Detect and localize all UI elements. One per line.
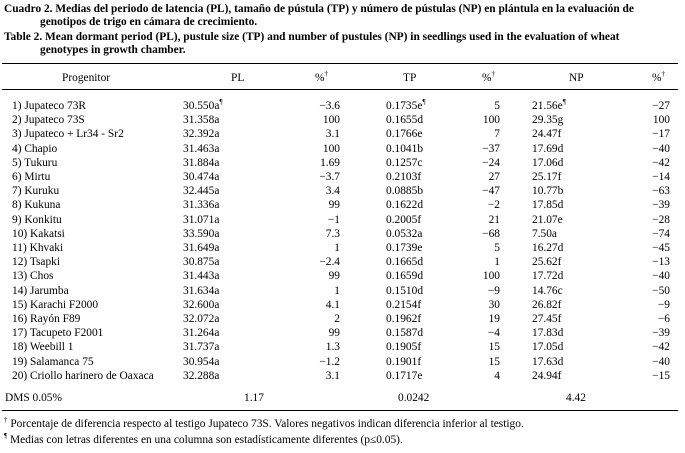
cell-pl-pct: 2 (334, 313, 340, 325)
cell-progenitor: 5) Tukuru (12, 156, 58, 169)
cell-pl-pct: −3.7 (319, 171, 340, 183)
cell-np: 17.85d (532, 199, 564, 212)
cell-progenitor: 19) Salamanca 75 (12, 355, 94, 368)
top-rule (2, 63, 678, 64)
table-row (0, 171, 685, 184)
cell-pl-pct: 99 (328, 270, 340, 283)
cell-tp: 0.1717e (386, 369, 423, 382)
table-row (0, 185, 685, 198)
cell-pl: 32.072a (183, 313, 220, 325)
header-tp-pct: %† (482, 70, 495, 84)
significance-mark: ¶ (562, 98, 566, 107)
cell-progenitor: 7) Kuruku (12, 185, 60, 198)
cell-pl-pct: 99 (328, 327, 340, 340)
cell-np-pct: −45 (652, 242, 670, 254)
pilcrow-text: Medias con letras diferentes en una columna son estadísticamente diferentes (p≤0.05). (7, 434, 403, 446)
table-row (0, 270, 685, 283)
significance-mark: ¶ (219, 98, 223, 107)
cell-pl-pct: 4.1 (325, 298, 340, 311)
cell-tp: 0.1739e (386, 242, 423, 254)
caption-en-line1: Table 2. Mean dormant period (PL), pustule size (TP) and number of pustules (NP) in seedlings used in the evaluation of wheat (4, 31, 620, 43)
cell-pl-pct: 1.69 (320, 156, 340, 169)
table-row (0, 285, 685, 298)
table-row (0, 256, 685, 269)
cell-tp-pct: 5 (494, 100, 500, 112)
cell-tp-pct: −2 (487, 199, 500, 212)
table-row (0, 128, 685, 141)
cell-tp-pct: 15 (488, 341, 500, 354)
cell-np: 10.77b (532, 185, 564, 198)
cell-np: 17.63d (532, 355, 564, 368)
cell-tp: 0.1659d (386, 270, 424, 283)
cell-pl: 31.071a (183, 213, 220, 226)
cell-tp-pct: 4 (494, 369, 500, 382)
cell-pl: 31.264a (183, 327, 220, 340)
cell-np: 26.82f (532, 298, 562, 311)
cell-pl-pct: 1 (334, 284, 340, 297)
cell-progenitor: 18) Weebill 1 (12, 341, 74, 354)
table-row (0, 114, 685, 127)
table-caption-en (4, 31, 619, 57)
cell-np-pct: −27 (652, 100, 670, 112)
cell-pl: 32.392a (183, 128, 220, 141)
cell-tp-pct: 7 (494, 128, 500, 141)
table-row (0, 341, 685, 354)
table-row (0, 299, 685, 312)
cell-np: 14.76c (532, 284, 563, 297)
cell-pl-pct: 100 (322, 114, 340, 127)
cell-np-pct: 100 (652, 114, 670, 127)
footnote-dagger (4, 418, 524, 430)
significance-mark: ¶ (422, 98, 426, 107)
cell-tp: 0.1962f (386, 313, 422, 325)
cell-tp: 0.2005f (386, 213, 422, 226)
cell-np-pct: −40 (652, 142, 670, 155)
cell-tp: 0.1735e¶ (386, 98, 426, 112)
cell-np-pct: −28 (652, 213, 670, 226)
cell-np-pct: −40 (652, 270, 670, 283)
header-progenitor: Progenitor (62, 72, 111, 84)
cell-tp: 0.2154f (386, 298, 422, 311)
cell-tp-pct: −4 (487, 327, 500, 340)
cell-tp-pct: 21 (488, 213, 500, 226)
cell-np: 17.69d (532, 142, 564, 155)
header-pl-pct: %† (315, 70, 328, 84)
cell-pl-pct: −1 (327, 213, 340, 226)
cell-pl: 32.288a (183, 369, 220, 382)
cell-pl-pct: −3.6 (319, 100, 340, 112)
cell-tp-pct: 30 (488, 298, 500, 311)
header-np: NP (569, 72, 584, 84)
cell-pl-pct: −1.2 (319, 355, 340, 368)
cell-progenitor: 8) Kukuna (12, 199, 61, 212)
cell-progenitor: 10) Kakatsi (12, 227, 65, 240)
cell-progenitor: 17) Tacupeto F2001 (12, 327, 104, 340)
cell-progenitor: 2) Jupateco 73S (12, 114, 85, 127)
header-pl: PL (231, 72, 245, 84)
cell-tp-pct: 100 (482, 114, 500, 127)
cell-tp-pct: −68 (482, 227, 500, 240)
cell-pl: 32.600a (183, 298, 220, 311)
cell-progenitor: 12) Tsapki (12, 256, 61, 269)
cell-np-pct: −13 (652, 256, 670, 269)
cell-pl-pct: −2.4 (319, 256, 340, 269)
cell-np: 7.50a (532, 227, 557, 240)
cell-pl: 31.443a (183, 270, 220, 283)
cell-pl-pct: 3.1 (325, 369, 340, 382)
cell-np: 16.27d (532, 242, 564, 254)
cell-tp-pct: 27 (488, 171, 500, 183)
header-np-pct: %† (652, 70, 665, 84)
dagger-mark: † (4, 416, 8, 425)
cell-tp-pct: −9 (487, 284, 500, 297)
cell-tp-pct: 5 (494, 242, 500, 254)
caption-es-line1: Cuadro 2. Medias del periodo de latencia (PL), tamaño de pústula (TP) y número de pústulas (NP) en plántula en la evaluación de (4, 3, 634, 15)
cell-np: 27.45f (532, 313, 562, 325)
cell-np: 21.07e (532, 213, 563, 226)
table-row (0, 370, 685, 383)
cell-pl-pct: 7.3 (325, 227, 340, 240)
cell-np-pct: −15 (652, 369, 670, 382)
cell-pl: 31.336a (183, 199, 220, 212)
table-row (0, 157, 685, 170)
cell-tp-pct: 100 (482, 270, 500, 283)
table-row (0, 356, 685, 369)
cell-np-pct: −39 (652, 199, 670, 212)
cell-pl: 31.634a (183, 284, 220, 297)
caption-en-line2: genotypes in growth chamber. (40, 44, 186, 56)
cell-pl: 31.358a (183, 114, 220, 127)
footnote-pilcrow (4, 434, 403, 446)
cell-np-pct: −39 (652, 327, 670, 340)
cell-np-pct: −63 (652, 185, 670, 198)
cell-progenitor: 20) Criollo harinero de Oaxaca (12, 369, 154, 382)
cell-np: 17.83d (532, 327, 564, 340)
cell-np-pct: −42 (652, 341, 670, 354)
cell-np: 24.94f (532, 369, 562, 382)
table-row (0, 228, 685, 241)
cell-tp: 0.1510d (386, 284, 424, 297)
header-rule (2, 89, 678, 90)
cell-progenitor: 16) Rayón F89 (12, 313, 81, 325)
cell-tp-pct: −24 (482, 156, 500, 169)
cell-progenitor: 11) Khvaki (12, 242, 64, 254)
cell-tp-pct: 19 (488, 313, 500, 325)
cell-tp-pct: −47 (482, 185, 500, 198)
table-caption-es (4, 3, 634, 29)
dagger-text: Porcentaje de diferencia respecto al testigo Jupateco 73S. Valores negativos indican diferencia inferior al testigo. (7, 418, 524, 430)
table-row (0, 143, 685, 156)
cell-progenitor: 9) Konkitu (12, 213, 62, 226)
dms-pl: 1.17 (244, 392, 264, 404)
cell-pl: 31.649a (183, 242, 220, 254)
cell-tp: 0.0532a (386, 227, 423, 240)
cell-np-pct: −74 (652, 227, 670, 240)
cell-np: 21.56e¶ (532, 98, 566, 112)
cell-progenitor: 15) Karachi F2000 (12, 298, 99, 311)
table-row (0, 214, 685, 227)
table-row (0, 327, 685, 340)
cell-tp: 0.1655d (386, 114, 424, 127)
cell-np: 17.06d (532, 156, 564, 169)
cell-tp: 0.1665d (386, 256, 424, 269)
cell-tp-pct: −37 (482, 142, 500, 155)
cell-np: 29.35g (532, 114, 564, 127)
cell-np: 25.17f (532, 171, 562, 183)
cell-tp-pct: 15 (488, 355, 500, 368)
table-row (0, 199, 685, 212)
cell-pl: 32.445a (183, 185, 220, 198)
cell-tp: 0.1622d (386, 199, 424, 212)
cell-tp: 0.1041b (386, 142, 424, 155)
cell-progenitor: 3) Jupateco + Lr34 - Sr2 (12, 128, 124, 141)
table-row (0, 242, 685, 255)
cell-progenitor: 6) Mirtu (12, 171, 51, 183)
cell-np-pct: −9 (657, 298, 670, 311)
cell-tp: 0.1587d (386, 327, 424, 340)
cell-pl-pct: 1 (334, 242, 340, 254)
cell-pl-pct: 1.3 (325, 341, 340, 354)
cell-pl: 30.875a (183, 256, 220, 269)
cell-tp-pct: 1 (494, 256, 500, 269)
cell-tp: 0.1257c (386, 156, 423, 169)
cell-pl-pct: 3.4 (325, 185, 340, 198)
cell-np-pct: −6 (657, 313, 670, 325)
cell-np-pct: −42 (652, 156, 670, 169)
cell-pl: 33.590a (183, 227, 220, 240)
bottom-rule (2, 410, 678, 411)
cell-pl: 30.550a¶ (183, 98, 223, 112)
cell-progenitor: 1) Jupateco 73R (12, 100, 87, 112)
cell-np: 25.62f (532, 256, 562, 269)
cell-np: 17.72d (532, 270, 564, 283)
cell-tp: 0.1901f (386, 355, 422, 368)
cell-progenitor: 14) Jarumba (12, 284, 69, 297)
cell-pl-pct: 99 (328, 199, 340, 212)
dms-tp: 0.0242 (398, 392, 430, 404)
cell-progenitor: 4) Chapio (12, 142, 58, 155)
dms-row (0, 392, 685, 405)
cell-tp: 0.2103f (386, 171, 422, 183)
cell-pl: 30.474a (183, 171, 220, 183)
cell-np-pct: −17 (652, 128, 670, 141)
cell-pl: 31.463a (183, 142, 220, 155)
cell-np-pct: −14 (652, 171, 670, 183)
cell-pl-pct: 100 (322, 142, 340, 155)
header-tp: TP (403, 72, 417, 84)
cell-pl: 31.884a (183, 156, 220, 169)
cell-np: 24.47f (532, 128, 562, 141)
cell-tp: 0.1766e (386, 128, 423, 141)
cell-tp: 0.0885b (386, 185, 424, 198)
cell-pl: 30.954a (183, 355, 220, 368)
cell-np: 17.05d (532, 341, 564, 354)
cell-tp: 0.1905f (386, 341, 422, 354)
cell-np-pct: −50 (652, 284, 670, 297)
cell-pl-pct: 3.1 (325, 128, 340, 141)
pilcrow-mark: ¶ (4, 432, 8, 441)
cell-np-pct: −40 (652, 355, 670, 368)
caption-es-line2: genotipos de trigo en cámara de crecimiento. (40, 16, 258, 28)
dms-np: 4.42 (566, 392, 586, 404)
dms-label: DMS 0.05% (5, 392, 62, 404)
cell-progenitor: 13) Chos (12, 270, 54, 283)
cell-pl: 31.737a (183, 341, 220, 354)
table-row (0, 313, 685, 326)
table-row (0, 100, 685, 113)
